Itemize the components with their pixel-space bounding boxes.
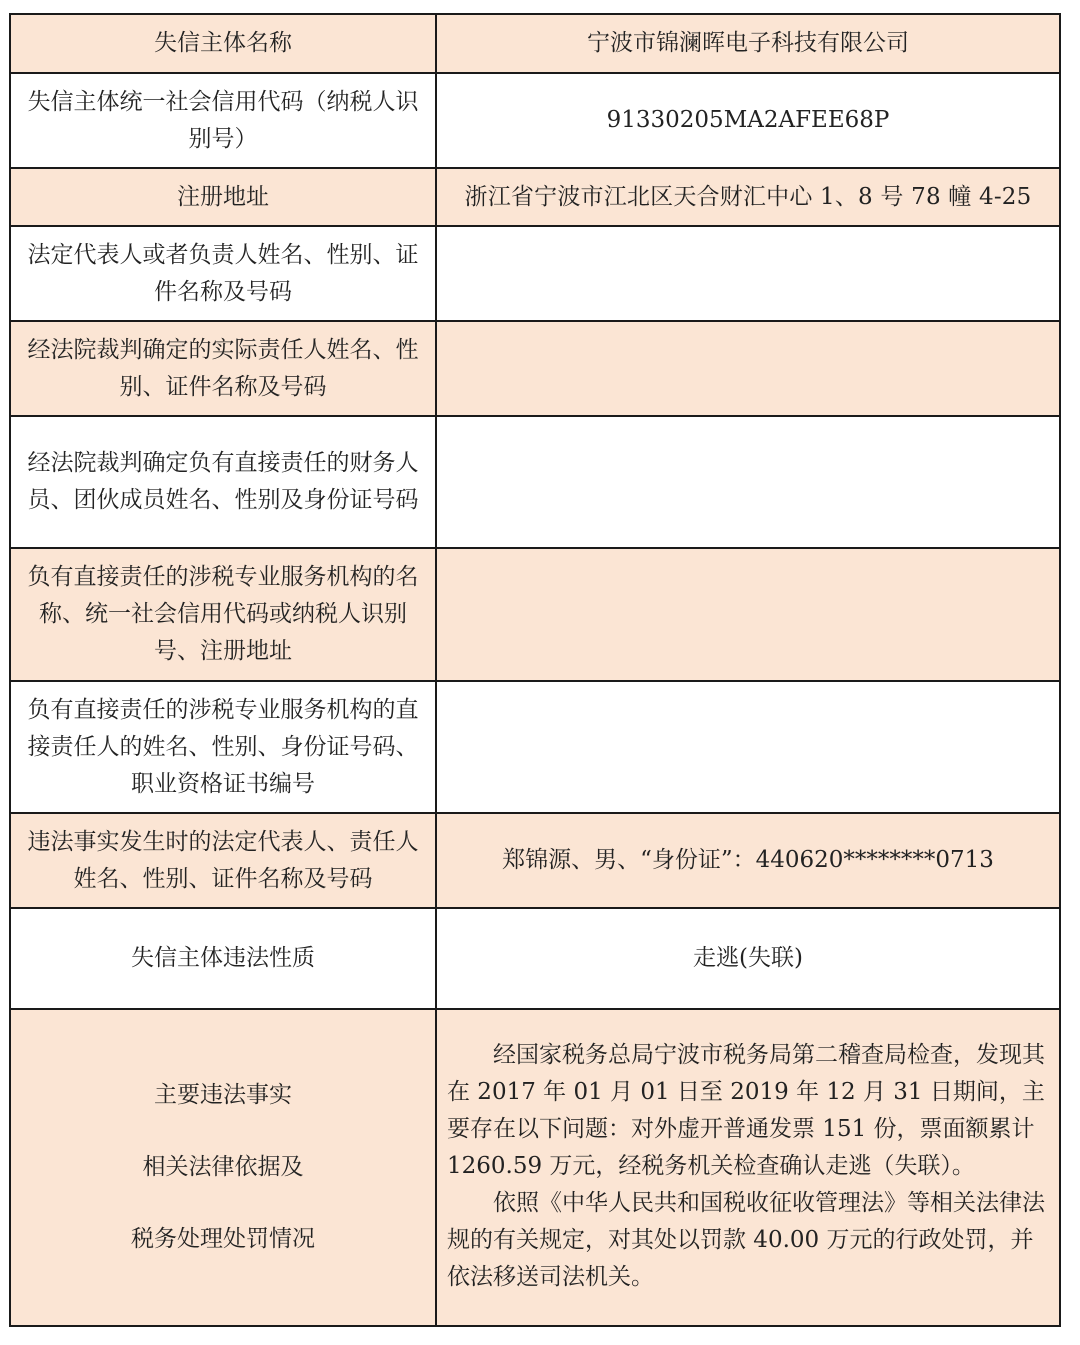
row-tax-agency-person (10, 681, 1060, 813)
value-legal-representative (436, 226, 1060, 321)
label-violation-nature: 失信主体违法性质 (10, 908, 436, 1009)
label-representative-at-violation: 违法事实发生时的法定代表人、责任人姓名、性别、证件名称及号码 (10, 813, 436, 908)
label-tax-agency: 负有直接责任的涉税专业服务机构的名称、统一社会信用代码或纳税人识别号、注册地址 (10, 548, 436, 681)
label-finance-personnel: 经法院裁判确定负有直接责任的财务人员、团伙成员姓名、性别及身份证号码 (10, 416, 436, 548)
label-registered-address: 注册地址 (10, 168, 436, 226)
label-tax-agency-person: 负有直接责任的涉税专业服务机构的直接责任人的姓名、性别、身份证号码、职业资格证书编号 (10, 681, 436, 813)
row-violation-nature (10, 908, 1060, 1009)
value-violation-nature: 走逃(失联) (436, 908, 1060, 1009)
value-tax-agency (436, 548, 1060, 681)
facts-paragraph-2: 依照《中华人民共和国税收征收管理法》等相关法律法规的有关规定，对其处以罚款 40.00 万元的行政处罚，并依法移送司法机关。 (447, 1190, 1045, 1290)
row-finance-personnel (10, 416, 1060, 548)
label-legal-basis: 相关法律依据及 (142, 1154, 304, 1180)
row-registered-address (10, 168, 1060, 226)
row-main-facts (10, 1009, 1060, 1326)
facts-labels (19, 1077, 427, 1258)
label-credit-code: 失信主体统一社会信用代码（纳税人识别号） (10, 73, 436, 168)
taxpayer-info-table (9, 13, 1061, 1327)
label-main-facts (10, 1009, 436, 1326)
value-tax-agency-person (436, 681, 1060, 813)
value-credit-code: 91330205MA2AFEE68P (436, 73, 1060, 168)
value-representative-at-violation: 郑锦源、男、“身份证”：440620********0713 (436, 813, 1060, 908)
value-entity-name: 宁波市锦澜晖电子科技有限公司 (436, 14, 1060, 73)
label-main-violation-facts: 主要违法事实 (154, 1082, 292, 1108)
value-registered-address: 浙江省宁波市江北区天合财汇中心 1、8 号 78 幢 4-25 (436, 168, 1060, 226)
row-legal-representative (10, 226, 1060, 321)
row-entity-name (10, 14, 1060, 73)
value-main-facts (436, 1009, 1060, 1326)
value-actual-responsible-person (436, 321, 1060, 416)
row-tax-agency (10, 548, 1060, 681)
row-actual-responsible-person (10, 321, 1060, 416)
label-tax-penalty: 税务处理处罚情况 (131, 1226, 315, 1252)
label-legal-representative: 法定代表人或者负责人姓名、性别、证件名称及号码 (10, 226, 436, 321)
row-representative-at-violation (10, 813, 1060, 908)
row-credit-code (10, 73, 1060, 168)
facts-paragraph-1: 经国家税务总局宁波市税务局第二稽查局检查，发现其在 2017 年 01 月 01 日至 2019 年 12 月 31 日期间，主要存在以下问题：对外虚开普通发票 151 份，票面额累计 1260.59 万元，经税务机关检查确认走逃（失联）。 (447, 1042, 1045, 1179)
label-entity-name: 失信主体名称 (10, 14, 436, 73)
label-actual-responsible-person: 经法院裁判确定的实际责任人姓名、性别、证件名称及号码 (10, 321, 436, 416)
value-finance-personnel (436, 416, 1060, 548)
